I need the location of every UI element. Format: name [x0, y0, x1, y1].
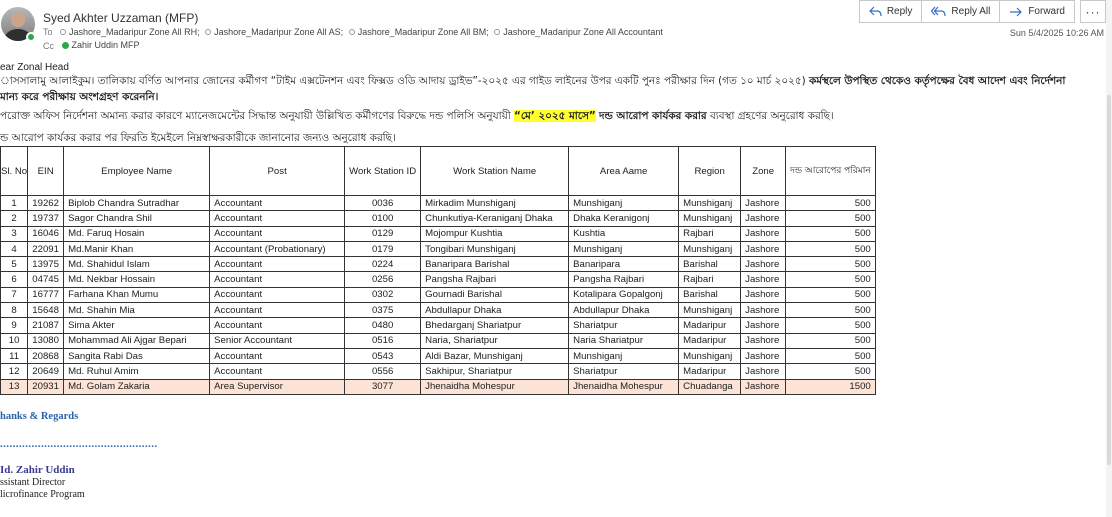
table-row — [1, 257, 876, 272]
cell-zone: Jashore — [741, 333, 786, 348]
message-header — [0, 0, 1112, 58]
cell-sl: 1 — [1, 196, 28, 211]
cell-ein: 22091 — [28, 241, 64, 256]
cell-sl: 9 — [1, 318, 28, 333]
cell-ws-id: 0129 — [345, 226, 421, 241]
col-employee-name: Employee Name — [64, 147, 210, 196]
cell-area: Jhenaidha Mohespur — [569, 379, 679, 394]
cell-ws-name: Aldi Bazar, Munshiganj — [421, 348, 569, 363]
cell-employee-name: Sima Akter — [64, 318, 210, 333]
cell-ws-id: 0543 — [345, 348, 421, 363]
table-row — [1, 303, 876, 318]
cell-post: Accountant — [210, 196, 345, 211]
cell-penalty: 500 — [786, 241, 876, 256]
cell-area: Kotalipara Gopalgonj — [569, 287, 679, 302]
signature-program: licrofinance Program — [0, 489, 85, 500]
table-row — [1, 333, 876, 348]
cell-sl: 7 — [1, 287, 28, 302]
cell-post: Accountant — [210, 257, 345, 272]
cell-area: Pangsha Rajbari — [569, 272, 679, 287]
cell-ws-id: 0516 — [345, 333, 421, 348]
cell-zone: Jashore — [741, 226, 786, 241]
table-row — [1, 287, 876, 302]
message-actions — [860, 0, 1075, 23]
cell-sl: 13 — [1, 379, 28, 394]
to-label: To — [43, 27, 53, 37]
col-ein: EIN — [28, 147, 64, 196]
cell-ein: 20931 — [28, 379, 64, 394]
cell-ws-id: 0179 — [345, 241, 421, 256]
cell-region: Barishal — [679, 257, 741, 272]
cell-sl: 2 — [1, 211, 28, 226]
cell-region: Rajbari — [679, 272, 741, 287]
table-row — [1, 241, 876, 256]
paragraph-1: াসসালামু আলাইকুম। তালিকায় বর্ণিত আপনার জোনের কর্মীগণ “টাইম এক্সটেনশন এবং ফিক্সড ওডি আদায় ড্রাইভ”-২০২৫ এর গাইড লাইনের উপর একটি পুনঃ পরীক্ষার দিন (গত ১০ মার্চ ২০২৫) কর্মস্থলে উপস্থিত থেকেও কর্তৃপক্ষের বৈধ আদেশ এবং নির্দেশনা — [0, 75, 1066, 87]
recipient-4[interactable]: Jashore_Madaripur Zone All Accountant — [494, 27, 663, 37]
cell-employee-name: Farhana Khan Mumu — [64, 287, 210, 302]
reply-button[interactable]: Reply — [859, 0, 923, 23]
cell-ein: 19737 — [28, 211, 64, 226]
signature-name: Id. Zahir Uddin — [0, 464, 75, 476]
cell-ws-name: Bhedarganj Shariatpur — [421, 318, 569, 333]
cell-post: Accountant — [210, 318, 345, 333]
presence-available-icon — [26, 32, 36, 42]
signature-divider: .................................................. — [0, 438, 158, 450]
cell-post: Accountant — [210, 272, 345, 287]
status-available-icon — [62, 42, 69, 49]
cell-employee-name: Md. Faruq Hosain — [64, 226, 210, 241]
cell-region: Madaripur — [679, 333, 741, 348]
cell-sl: 4 — [1, 241, 28, 256]
cell-ws-id: 0100 — [345, 211, 421, 226]
col-ws-name: Work Station Name — [421, 147, 569, 196]
cell-region: Munshiganj — [679, 303, 741, 318]
cell-sl: 5 — [1, 257, 28, 272]
cell-area: Shariatpur — [569, 318, 679, 333]
cell-post: Accountant (Probationary) — [210, 241, 345, 256]
cell-region: Munshiganj — [679, 196, 741, 211]
cell-region: Madaripur — [679, 364, 741, 379]
cell-ws-name: Mirkadim Munshiganj — [421, 196, 569, 211]
col-penalty: দন্ড আরোপের পরিমান — [786, 147, 876, 196]
cell-area: Banaripara — [569, 257, 679, 272]
cell-employee-name: Biplob Chandra Sutradhar — [64, 196, 210, 211]
cell-ein: 15648 — [28, 303, 64, 318]
recipient-3[interactable]: Jashore_Madaripur Zone All BM; — [349, 27, 489, 37]
col-zone: Zone — [741, 147, 786, 196]
penalty-table — [0, 146, 876, 395]
recipient-1[interactable]: Jashore_Madaripur Zone All RH; — [60, 27, 200, 37]
cell-employee-name: Md. Nekbar Hossain — [64, 272, 210, 287]
cell-penalty: 500 — [786, 333, 876, 348]
cell-zone: Jashore — [741, 196, 786, 211]
cell-ws-id: 0302 — [345, 287, 421, 302]
cell-area: Munshiganj — [569, 196, 679, 211]
more-actions-button[interactable]: ··· — [1080, 0, 1106, 23]
cell-ein: 16046 — [28, 226, 64, 241]
cell-region: Munshiganj — [679, 211, 741, 226]
cell-penalty: 500 — [786, 257, 876, 272]
cell-ws-name: Naria, Shariatpur — [421, 333, 569, 348]
cc-label: Cc — [43, 40, 54, 51]
paragraph-3: ন্ড আরোপ কার্যকর করার পর ফিরতি ইমেইলে নিম্নস্বাক্ষরকারীকে জানানোর জন্যও অনুরোধ করছি। — [0, 132, 396, 144]
cell-ws-id: 0224 — [345, 257, 421, 272]
cell-ein: 20868 — [28, 348, 64, 363]
cell-post: Senior Accountant — [210, 333, 345, 348]
cell-region: Rajbari — [679, 226, 741, 241]
cell-ws-name: Gournadi Barishal — [421, 287, 569, 302]
cell-region: Barishal — [679, 287, 741, 302]
cell-region: Munshiganj — [679, 348, 741, 363]
cell-sl: 10 — [1, 333, 28, 348]
cell-penalty: 1500 — [786, 379, 876, 394]
cell-ws-name: Chunkutiya-Keraniganj Dhaka — [421, 211, 569, 226]
cell-ws-id: 0556 — [345, 364, 421, 379]
cell-post: Accountant — [210, 211, 345, 226]
cc-recipient[interactable]: Zahir Uddin MFP — [62, 40, 140, 50]
cell-ws-name: Banaripara Barishal — [421, 257, 569, 272]
cell-ws-name: Sakhipur, Shariatpur — [421, 364, 569, 379]
cell-region: Munshiganj — [679, 241, 741, 256]
cell-area: Dhaka Keranigonj — [569, 211, 679, 226]
table-header-row — [1, 147, 876, 196]
table-row — [1, 348, 876, 363]
cell-penalty: 500 — [786, 303, 876, 318]
cell-employee-name: Md. Golam Zakaria — [64, 379, 210, 394]
table-row — [1, 226, 876, 241]
cell-ein: 21087 — [28, 318, 64, 333]
cell-post: Accountant — [210, 364, 345, 379]
cell-employee-name: Md. Shahin Mia — [64, 303, 210, 318]
status-ring-icon — [494, 29, 500, 35]
cell-zone: Jashore — [741, 257, 786, 272]
table-row — [1, 379, 876, 394]
col-post: Post — [210, 147, 345, 196]
cell-area: Abdullapur Dhaka — [569, 303, 679, 318]
cell-sl: 6 — [1, 272, 28, 287]
cc-recipients — [43, 40, 143, 51]
cell-post: Area Supervisor — [210, 379, 345, 394]
cell-sl: 12 — [1, 364, 28, 379]
cell-ein: 04745 — [28, 272, 64, 287]
to-recipients — [43, 27, 666, 37]
recipient-2[interactable]: Jashore_Madaripur Zone All AS; — [205, 27, 343, 37]
scrollbar-thumb[interactable] — [1107, 95, 1111, 465]
cell-ein: 13975 — [28, 257, 64, 272]
reply-icon — [869, 6, 882, 17]
table-row — [1, 318, 876, 333]
cell-zone: Jashore — [741, 318, 786, 333]
cell-ws-id: 0256 — [345, 272, 421, 287]
cell-post: Accountant — [210, 348, 345, 363]
cell-zone: Jashore — [741, 287, 786, 302]
cell-area: Shariatpur — [569, 364, 679, 379]
sign-off: hanks & Regards — [0, 411, 79, 422]
sent-date: Sun 5/4/2025 10:26 AM — [1009, 28, 1104, 38]
cell-area: Naria Shariatpur — [569, 333, 679, 348]
reply-all-icon — [931, 6, 946, 17]
greeting: ear Zonal Head — [0, 62, 69, 73]
cell-ws-id: 0480 — [345, 318, 421, 333]
cell-ws-name: Mojompur Kushtia — [421, 226, 569, 241]
cell-post: Accountant — [210, 226, 345, 241]
cell-sl: 8 — [1, 303, 28, 318]
cell-penalty: 500 — [786, 196, 876, 211]
cell-zone: Jashore — [741, 241, 786, 256]
cell-zone: Jashore — [741, 211, 786, 226]
col-region: Region — [679, 147, 741, 196]
status-ring-icon — [205, 29, 211, 35]
status-ring-icon — [349, 29, 355, 35]
cell-penalty: 500 — [786, 318, 876, 333]
cell-sl: 3 — [1, 226, 28, 241]
sender-name[interactable]: Syed Akhter Uzzaman (MFP) — [43, 11, 199, 25]
cell-penalty: 500 — [786, 272, 876, 287]
cell-ws-id: 3077 — [345, 379, 421, 394]
col-area: Area Aame — [569, 147, 679, 196]
cell-penalty: 500 — [786, 211, 876, 226]
cell-ws-id: 0036 — [345, 196, 421, 211]
cell-penalty: 500 — [786, 287, 876, 302]
reply-all-button[interactable]: Reply All — [921, 0, 1000, 23]
highlight-month: “মে’ ২০২৫ মাসে” — [514, 110, 596, 122]
cell-zone: Jashore — [741, 272, 786, 287]
forward-icon — [1009, 7, 1023, 17]
cell-employee-name: Md. Shahidul Islam — [64, 257, 210, 272]
cell-employee-name: Md.Manir Khan — [64, 241, 210, 256]
cell-employee-name: Md. Ruhul Amim — [64, 364, 210, 379]
cell-ws-name: Tongibari Munshiganj — [421, 241, 569, 256]
cell-area: Kushtia — [569, 226, 679, 241]
cell-zone: Jashore — [741, 379, 786, 394]
cell-penalty: 500 — [786, 226, 876, 241]
cell-employee-name: Mohammad Ali Ajgar Bepari — [64, 333, 210, 348]
cell-ws-name: Jhenaidha Mohespur — [421, 379, 569, 394]
cell-ws-name: Pangsha Rajbari — [421, 272, 569, 287]
signature-title: ssistant Director — [0, 477, 66, 488]
cell-ws-id: 0375 — [345, 303, 421, 318]
cell-ein: 13080 — [28, 333, 64, 348]
vertical-scrollbar[interactable] — [1106, 0, 1112, 517]
paragraph-2: পরোক্ত অফিস নির্দেশনা অমান্য করার কারণে ম্যানেজমেন্টের সিদ্ধান্ত অনুযায়ী উল্লিখিত কর্মীগণের বিরুদ্ধে দন্ড পলিসি অনুযায়ী “মে’ ২০২৫ মাসে” দন্ড আরোপ কার্যকর করার ব্যবস্থা গ্রহণের অনুরোধ করছি। — [0, 110, 834, 122]
cell-region: Chuadanga — [679, 379, 741, 394]
cell-penalty: 500 — [786, 348, 876, 363]
status-ring-icon — [60, 29, 66, 35]
cell-zone: Jashore — [741, 364, 786, 379]
cell-post: Accountant — [210, 303, 345, 318]
paragraph-1-cont: মান্য করে পরীক্ষায় অংশগ্রহণ করেননি। — [0, 91, 159, 103]
cell-sl: 11 — [1, 348, 28, 363]
forward-button[interactable]: Forward — [999, 0, 1075, 23]
cell-area: Munshiganj — [569, 241, 679, 256]
cell-ws-name: Abdullapur Dhaka — [421, 303, 569, 318]
cell-zone: Jashore — [741, 303, 786, 318]
cell-ein: 16777 — [28, 287, 64, 302]
cell-ein: 19262 — [28, 196, 64, 211]
cell-region: Madaripur — [679, 318, 741, 333]
cell-zone: Jashore — [741, 348, 786, 363]
cell-post: Accountant — [210, 287, 345, 302]
cell-employee-name: Sangita Rabi Das — [64, 348, 210, 363]
cell-area: Munshiganj — [569, 348, 679, 363]
cell-penalty: 500 — [786, 364, 876, 379]
col-ws-id: Work Station ID — [345, 147, 421, 196]
table-row — [1, 272, 876, 287]
table-row — [1, 211, 876, 226]
col-sl: Sl. No — [1, 147, 28, 196]
table-row — [1, 364, 876, 379]
cell-employee-name: Sagor Chandra Shil — [64, 211, 210, 226]
cell-ein: 20649 — [28, 364, 64, 379]
table-row — [1, 196, 876, 211]
